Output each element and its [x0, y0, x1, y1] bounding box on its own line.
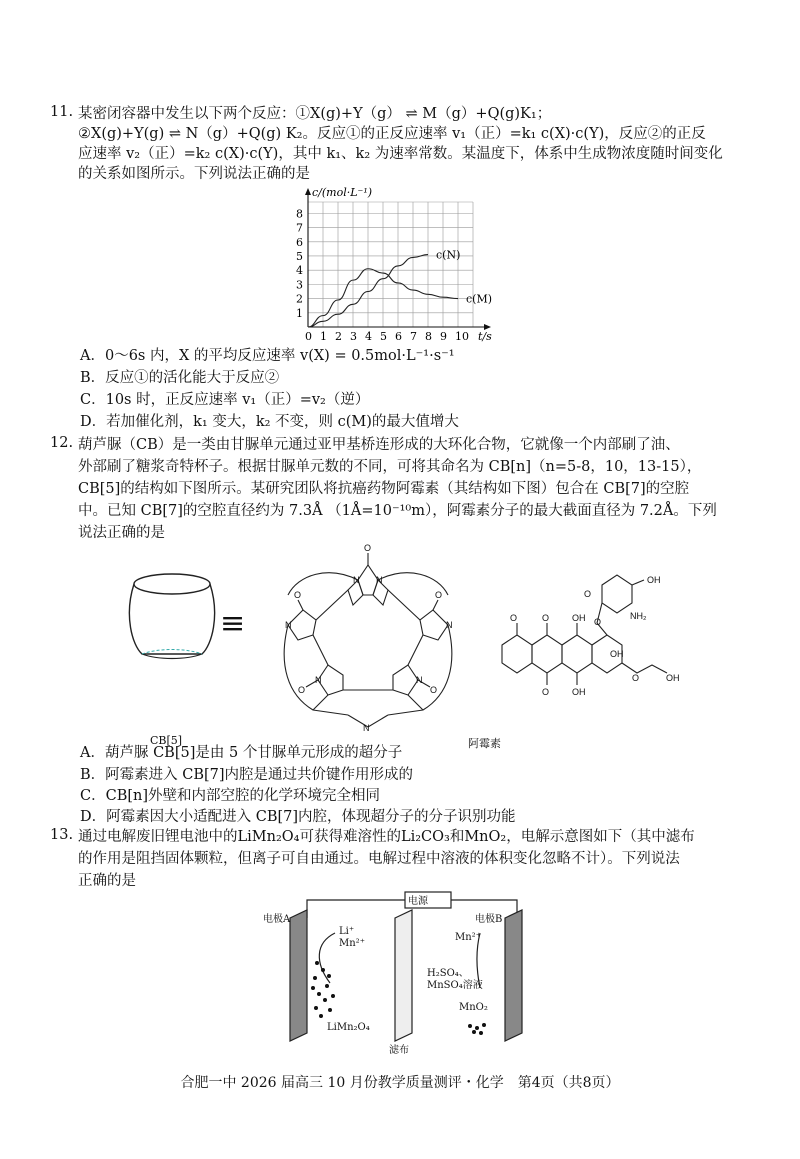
mno2-label: MnO₂ — [459, 1002, 488, 1013]
x-tick-label: 6 — [395, 330, 402, 343]
svg-text:N: N — [363, 723, 370, 733]
q12-option-a[interactable]: A．葫芦脲 CB[5]是由 5 个甘脲单元形成的超分子 — [80, 745, 403, 761]
x-tick-label: 1 — [320, 330, 327, 343]
svg-text:O: O — [632, 673, 640, 683]
y-tick-label: 6 — [296, 235, 303, 249]
y-tick-label: 2 — [296, 292, 303, 306]
q13-line3: 正确的是 — [78, 873, 136, 889]
y-tick-label: 1 — [296, 306, 303, 320]
filter-cloth-label: 滤布 — [389, 1045, 409, 1056]
svg-text:OH: OH — [572, 613, 586, 623]
x-tick-label: 10 — [455, 330, 469, 343]
svg-text:O: O — [584, 589, 592, 599]
svg-text:O: O — [294, 590, 302, 600]
q11-option-b[interactable]: B．反应①的活化能大于反应② — [80, 370, 280, 386]
electrode-a-label: 电极A — [263, 914, 291, 925]
svg-text:O: O — [510, 613, 518, 623]
svg-text:N: N — [446, 620, 453, 630]
q12-line5: 说法正确的是 — [78, 525, 165, 541]
y-tick-label: 3 — [296, 278, 303, 292]
q12-line2: 外部刷了糖浆奇特杯子。根据甘脲单元数的不同，可将其命名为 CB[n]（n=5-8，10，13-15）， — [78, 459, 702, 475]
q11-option-d[interactable]: D．若加催化剂，k₁ 变大，k₂ 不变，则 c(M)的最大值增大 — [80, 414, 459, 430]
x-tick-label: 3 — [350, 330, 357, 343]
x-tick-label: 7 — [410, 330, 417, 343]
q12-option-d[interactable]: D．阿霉素因大小适配进入 CB[7]内腔，体现超分子的分子识别功能 — [80, 809, 516, 825]
q12-option-c[interactable]: C．CB[n]外壁和内部空腔的化学环境完全相同 — [80, 788, 380, 804]
q13-number: 13. — [50, 827, 74, 843]
x-tick-label: 9 — [440, 330, 447, 343]
q11-line4: 的关系如图所示。下列说法正确的是 — [78, 166, 310, 182]
svg-text:O: O — [430, 685, 438, 695]
svg-text:OH: OH — [610, 649, 624, 659]
q11-line1: 某密闭容器中发生以下两个反应：①X(g)+Y（g） ⇌ M（g）+Q(g)K₁； — [78, 106, 552, 122]
svg-text:N: N — [376, 575, 383, 585]
y-tick-label: 5 — [296, 249, 303, 263]
doxorubicin-caption: 阿霉素 — [468, 737, 501, 750]
x-tick-label: 8 — [425, 330, 432, 343]
solution-label-2: MnSO₄溶液 — [427, 980, 483, 991]
svg-text:OH: OH — [647, 575, 661, 585]
svg-text:O: O — [594, 617, 602, 627]
chart-xlabel: t/s — [478, 330, 492, 343]
y-tick-label: 8 — [296, 207, 303, 221]
concentration-time-chart — [280, 182, 510, 344]
page-footer: 合肥一中 2026 届高三 10 月份教学质量测评・化学 第4页（共8页） — [180, 1075, 620, 1091]
doxorubicin-structure — [482, 545, 682, 730]
svg-text:O: O — [435, 590, 443, 600]
svg-text:N: N — [353, 575, 360, 585]
y-tick-label: 4 — [296, 264, 303, 278]
chart-ylabel: c/(mol·L⁻¹) — [312, 186, 373, 199]
q11-number: 11. — [50, 104, 74, 120]
mn-ion-right-label: Mn²⁺ — [455, 932, 481, 943]
q12-line1: 葫芦脲（CB）是一类由甘脲单元通过亚甲基桥连形成的大环化合物，它就像一个内部刷了油、 — [78, 437, 680, 453]
x-tick-label: 5 — [380, 330, 387, 343]
svg-text:OH: OH — [572, 687, 586, 697]
x-tick-label: 2 — [335, 330, 342, 343]
series-label: c(N) — [436, 248, 461, 262]
y-axis-arrow — [305, 188, 311, 195]
q12-line3: CB[5]的结构如下图所示。某研究团队将抗癌药物阿霉素（其结构如下图）包合在 CB[7]的空腔 — [78, 481, 690, 497]
svg-text:NH₂: NH₂ — [630, 611, 647, 621]
svg-text:O: O — [542, 613, 550, 623]
q13-line1: 通过电解废旧锂电池中的LiMn₂O₄可获得难溶性的Li₂CO₃和MnO₂，电解示意图如下（其中滤布 — [78, 829, 695, 845]
svg-text:N: N — [285, 620, 292, 630]
mn-ion-left-label: Mn²⁺ — [339, 938, 365, 949]
cb5-caption: CB[5] — [150, 734, 183, 747]
svg-text:O: O — [364, 543, 372, 553]
q12-line4: 中。已知 CB[7]的空腔直径约为 7.3Å （1Å=10⁻¹⁰m），阿霉素分子的最大截面直径为 7.2Å。下列 — [78, 503, 717, 519]
q11-line2: ②X(g)+Y(g) ⇌ N（g）+Q(g) K₂。反应①的正反应速率 v₁（正）=k₁ c(X)·c(Y)，反应②的正反 — [78, 126, 706, 142]
limn2o4-label: LiMn₂O₄ — [327, 1022, 370, 1033]
solution-label-1: H₂SO₄、 — [427, 968, 469, 979]
svg-text:OH: OH — [666, 673, 680, 683]
x-tick-label: 0 — [305, 330, 312, 343]
power-label: 电源 — [408, 896, 428, 907]
chart-grid — [308, 202, 473, 327]
electrolysis-diagram — [255, 888, 565, 1058]
svg-text:O: O — [542, 687, 550, 697]
q12-option-b[interactable]: B．阿霉素进入 CB[7]内腔是通过共价键作用形成的 — [80, 767, 414, 783]
q11-line3: 应速率 v₂（正）=k₂ c(X)·c(Y)，其中 k₁、k₂ 为速率常数。某温度下，体系中生成物浓度随时间变化 — [78, 146, 723, 162]
cb5-structure — [258, 535, 478, 740]
x-tick-label: 4 — [365, 330, 372, 343]
q13-line2: 的作用是阻挡固体颗粒，但离子可自由通过。电解过程中溶液的体积变化忽略不计）。下列说法 — [78, 851, 680, 867]
svg-text:N: N — [416, 675, 423, 685]
electrode-b-label: 电极B — [475, 914, 503, 925]
y-tick-label: 7 — [296, 221, 303, 235]
q11-option-c[interactable]: C．10s 时，正反应速率 v₁（正）=v₂（逆） — [80, 392, 370, 408]
q11-option-a[interactable]: A．0～6s 内，X 的平均反应速率 v(X) = 0.5mol·L⁻¹·s⁻¹ — [80, 348, 455, 364]
equivalence-symbol: ≡ — [220, 606, 246, 641]
li-ion-label: Li⁺ — [339, 926, 355, 937]
cup-illustration — [128, 570, 218, 670]
chart-series — [308, 249, 492, 327]
q12-number: 12. — [50, 435, 74, 451]
svg-text:N: N — [315, 675, 322, 685]
svg-text:O: O — [298, 685, 306, 695]
series-label: c(M) — [466, 292, 493, 306]
